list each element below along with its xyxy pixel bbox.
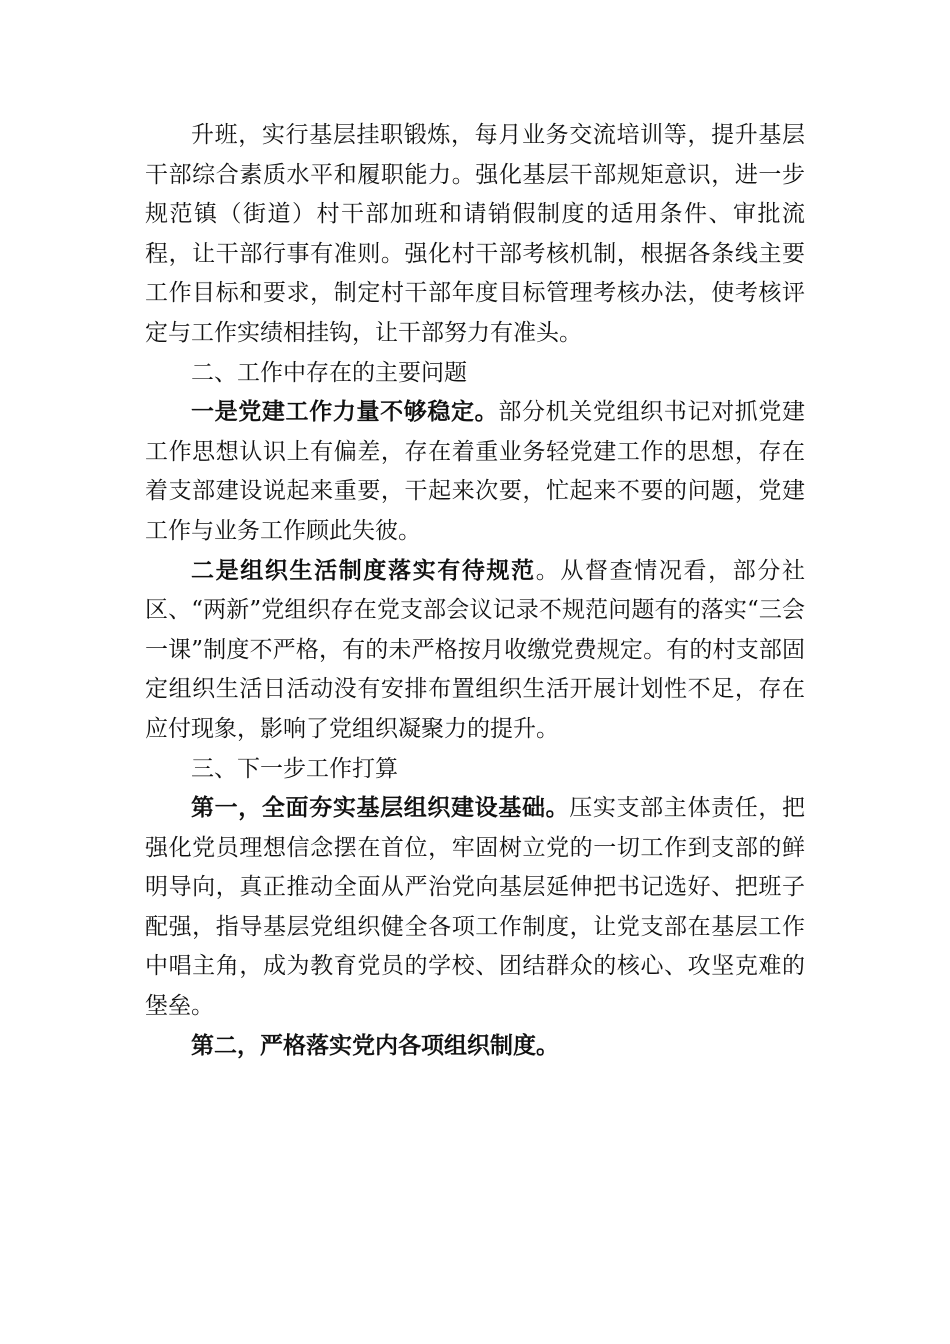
- problem-1-lead: 一是党建工作力量不够稳定。: [191, 399, 499, 426]
- paragraph-continued: [145, 116, 805, 354]
- plan-1-body: 压实支部主体责任，把强化党员理想信念摆在首位，牢固树立党的一切工作到支部的鲜明导向，真正推动全面从严治党向基层延伸把书记选好、把班子配强，指导基层党组织健全各项工作制度，让党支部在基层工作中唱主角，成为教育党员的学校、团结群众的核心、攻坚克难的堡垒。: [145, 795, 806, 1020]
- paragraph-plan-1: [145, 789, 805, 1027]
- plan-1-lead: 第一，全面夯实基层组织建设基础。: [191, 795, 570, 822]
- section-heading-next-steps: 三、下一步工作打算: [191, 755, 398, 782]
- paragraph-continued-text: 升班，实行基层挂职锻炼，每月业务交流培训等，提升基层干部综合素质水平和履职能力。强化基层干部规矩意识，进一步规范镇（街道）村干部加班和请销假制度的适用条件、审批流程，让干部行事有准则。强化村干部考核机制，根据各条线主要工作目标和要求，制定村干部年度目标管理考核办法，使考核评定与工作实绩相挂钩，让干部努力有准头。: [145, 122, 805, 346]
- paragraph-plan-2: [145, 1027, 805, 1067]
- document-body: [145, 116, 805, 1066]
- plan-2-lead: 第二，严格落实党内各项组织制度。: [191, 1032, 559, 1059]
- problem-2-lead: 二是组织生活制度落实有待规范: [191, 557, 536, 584]
- paragraph-problem-2: [145, 552, 805, 750]
- problem-1-body: 部分机关党组织书记对抓党建工作思想认识上有偏差，存在着重业务轻党建工作的思想，存在着支部建设说起来重要，干起来次要，忙起来不要的问题，党建工作与业务工作顾此失彼。: [145, 399, 806, 544]
- paragraph-problem-1: [145, 393, 805, 551]
- section-heading-problems: 二、工作中存在的主要问题: [191, 359, 467, 386]
- problem-2-body: 。从督查情况看，部分社区、“两新”党组织存在党支部会议记录不规范问题有的落实“三会一课”制度不严格，有的未严格按月收缴党费规定。有的村支部固定组织生活日活动没有安排布置组织生活开展计划性不足，存在应付现象，影响了党组织凝聚力的提升。: [145, 557, 805, 742]
